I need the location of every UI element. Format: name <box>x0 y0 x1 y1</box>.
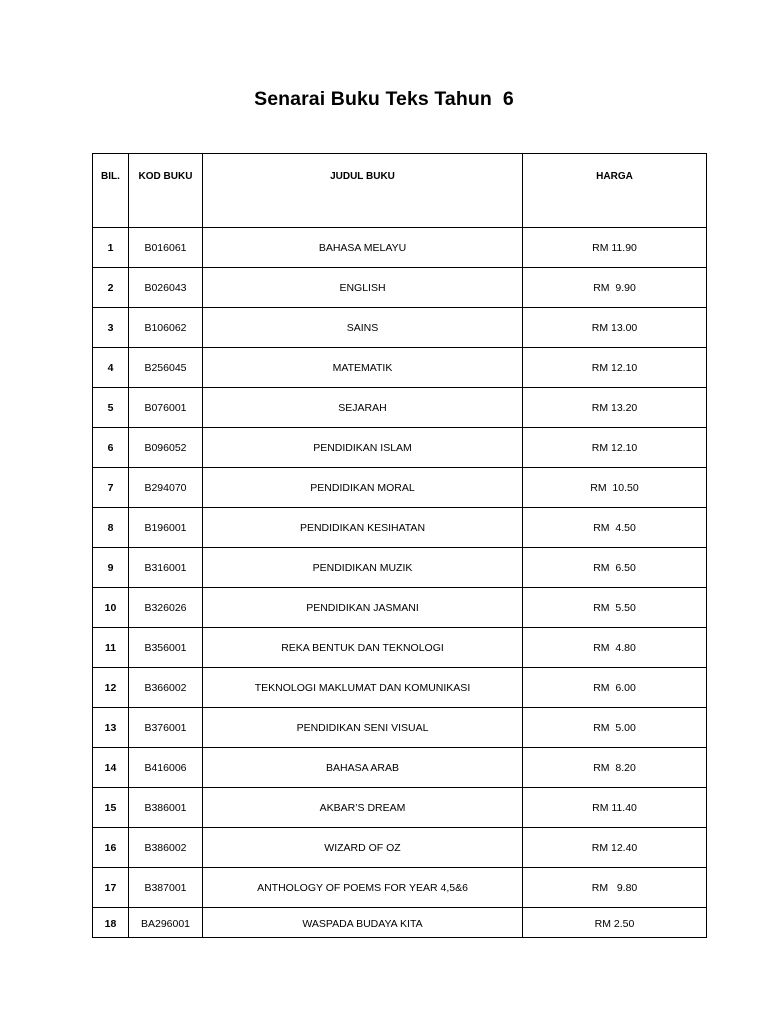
cell-harga: RM 11.90 <box>523 228 707 268</box>
cell-harga: RM 5.00 <box>523 708 707 748</box>
cell-harga: RM 2.50 <box>523 908 707 938</box>
header-bil: BIL. <box>93 154 129 228</box>
header-harga: HARGA <box>523 154 707 228</box>
cell-harga: RM 8.20 <box>523 748 707 788</box>
table-row <box>93 428 707 468</box>
cell-judul-buku: BAHASA ARAB <box>203 748 523 788</box>
cell-harga: RM 5.50 <box>523 588 707 628</box>
cell-bil: 4 <box>93 348 129 388</box>
cell-judul-buku: PENDIDIKAN MUZIK <box>203 548 523 588</box>
cell-bil: 18 <box>93 908 129 938</box>
cell-bil: 17 <box>93 868 129 908</box>
cell-bil: 12 <box>93 668 129 708</box>
cell-judul-buku: MATEMATIK <box>203 348 523 388</box>
cell-kod-buku: B376001 <box>129 708 203 748</box>
table-row <box>93 468 707 508</box>
cell-kod-buku: B356001 <box>129 628 203 668</box>
cell-bil: 10 <box>93 588 129 628</box>
table-row <box>93 508 707 548</box>
table-header-row <box>93 154 707 228</box>
cell-judul-buku: PENDIDIKAN KESIHATAN <box>203 508 523 548</box>
cell-bil: 13 <box>93 708 129 748</box>
cell-judul-buku: WIZARD OF OZ <box>203 828 523 868</box>
cell-harga: RM 10.50 <box>523 468 707 508</box>
cell-harga: RM 6.00 <box>523 668 707 708</box>
cell-judul-buku: PENDIDIKAN JASMANI <box>203 588 523 628</box>
cell-bil: 9 <box>93 548 129 588</box>
table-row <box>93 708 707 748</box>
cell-judul-buku: ENGLISH <box>203 268 523 308</box>
cell-bil: 7 <box>93 468 129 508</box>
table-row <box>93 868 707 908</box>
table-row <box>93 588 707 628</box>
cell-harga: RM 13.00 <box>523 308 707 348</box>
cell-bil: 8 <box>93 508 129 548</box>
cell-bil: 3 <box>93 308 129 348</box>
cell-kod-buku: B326026 <box>129 588 203 628</box>
table-row <box>93 828 707 868</box>
cell-bil: 16 <box>93 828 129 868</box>
cell-kod-buku: B386002 <box>129 828 203 868</box>
table-row <box>93 388 707 428</box>
cell-bil: 5 <box>93 388 129 428</box>
cell-judul-buku: PENDIDIKAN SENI VISUAL <box>203 708 523 748</box>
cell-bil: 15 <box>93 788 129 828</box>
cell-judul-buku: SAINS <box>203 308 523 348</box>
table-row <box>93 548 707 588</box>
header-kod-buku: KOD BUKU <box>129 154 203 228</box>
cell-kod-buku: B316001 <box>129 548 203 588</box>
cell-harga: RM 9.80 <box>523 868 707 908</box>
cell-bil: 2 <box>93 268 129 308</box>
cell-judul-buku: PENDIDIKAN ISLAM <box>203 428 523 468</box>
table-row <box>93 348 707 388</box>
cell-harga: RM 12.10 <box>523 348 707 388</box>
cell-kod-buku: B026043 <box>129 268 203 308</box>
cell-kod-buku: B366002 <box>129 668 203 708</box>
cell-bil: 1 <box>93 228 129 268</box>
cell-bil: 6 <box>93 428 129 468</box>
cell-harga: RM 4.80 <box>523 628 707 668</box>
cell-harga: RM 6.50 <box>523 548 707 588</box>
cell-kod-buku: B196001 <box>129 508 203 548</box>
cell-harga: RM 12.10 <box>523 428 707 468</box>
cell-kod-buku: B016061 <box>129 228 203 268</box>
cell-judul-buku: REKA BENTUK DAN TEKNOLOGI <box>203 628 523 668</box>
table-row <box>93 668 707 708</box>
cell-bil: 14 <box>93 748 129 788</box>
cell-judul-buku: WASPADA BUDAYA KITA <box>203 908 523 938</box>
table-row <box>93 628 707 668</box>
cell-judul-buku: PENDIDIKAN MORAL <box>203 468 523 508</box>
table-row <box>93 748 707 788</box>
cell-judul-buku: ANTHOLOGY OF POEMS FOR YEAR 4,5&6 <box>203 868 523 908</box>
textbook-table <box>92 153 707 938</box>
header-judul-buku: JUDUL BUKU <box>203 154 523 228</box>
table-row <box>93 268 707 308</box>
table-row <box>93 908 707 938</box>
table-row <box>93 228 707 268</box>
cell-kod-buku: BA296001 <box>129 908 203 938</box>
cell-kod-buku: B387001 <box>129 868 203 908</box>
cell-kod-buku: B386001 <box>129 788 203 828</box>
cell-bil: 11 <box>93 628 129 668</box>
cell-kod-buku: B416006 <box>129 748 203 788</box>
cell-kod-buku: B096052 <box>129 428 203 468</box>
cell-judul-buku: BAHASA MELAYU <box>203 228 523 268</box>
cell-harga: RM 11.40 <box>523 788 707 828</box>
cell-harga: RM 12.40 <box>523 828 707 868</box>
cell-harga: RM 13.20 <box>523 388 707 428</box>
table-row <box>93 788 707 828</box>
page-title: Senarai Buku Teks Tahun 6 <box>254 88 514 110</box>
cell-harga: RM 4.50 <box>523 508 707 548</box>
cell-judul-buku: SEJARAH <box>203 388 523 428</box>
cell-kod-buku: B294070 <box>129 468 203 508</box>
cell-kod-buku: B076001 <box>129 388 203 428</box>
cell-judul-buku: AKBAR’S DREAM <box>203 788 523 828</box>
cell-kod-buku: B256045 <box>129 348 203 388</box>
cell-judul-buku: TEKNOLOGI MAKLUMAT DAN KOMUNIKASI <box>203 668 523 708</box>
table-row <box>93 308 707 348</box>
cell-kod-buku: B106062 <box>129 308 203 348</box>
cell-harga: RM 9.90 <box>523 268 707 308</box>
